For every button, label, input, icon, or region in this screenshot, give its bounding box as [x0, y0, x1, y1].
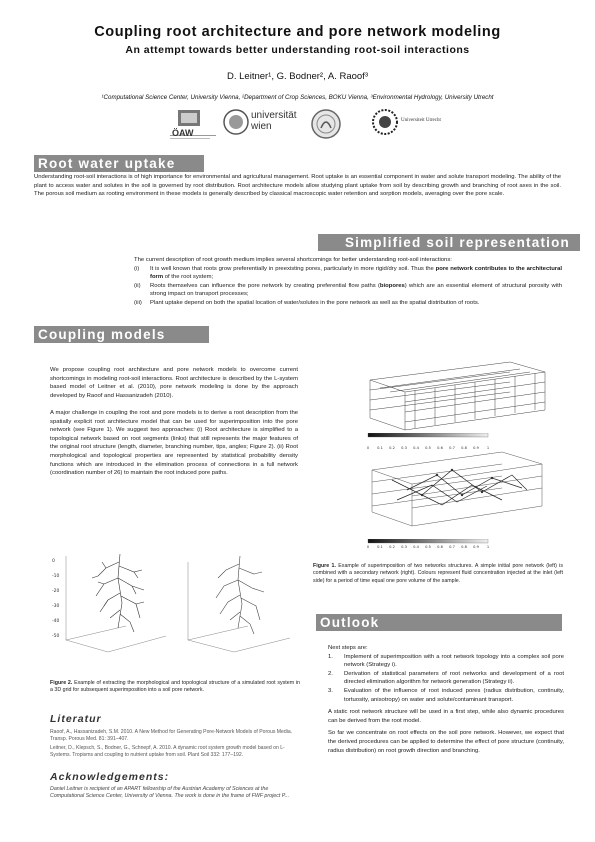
next-step-item: [328, 653, 564, 670]
checker-square: [400, 788, 408, 796]
reference-item: Leitner, D., Klepsch, S., Bodner, G., Schnepf, A. 2010. A dynamic root system growth model based on L-Systems. Tropisms and coupling to nutrient uptake from soil. Plant Soil 332: 177–192.: [50, 745, 285, 758]
colorbar-tick-label: 1: [486, 446, 490, 450]
checker-square: [584, 828, 592, 836]
checker-square: [0, 820, 8, 828]
checker-square: [0, 836, 8, 842]
axis-tick-label: -10: [52, 574, 60, 579]
colorbar-tick-label: 0.5: [425, 545, 431, 549]
checker-square: [16, 772, 24, 780]
checker-square: [80, 804, 88, 812]
checker-square: [72, 828, 80, 836]
checker-square: [392, 764, 400, 772]
checker-square: [512, 820, 520, 828]
next-step-text: Derivation of statistical parameters of root networks and development of a root directed elimination algorithm for network generation (Strategy ii).: [344, 670, 564, 686]
checker-square: [24, 796, 32, 804]
checker-square: [448, 836, 456, 842]
checker-square: [432, 804, 440, 812]
checker-square: [544, 772, 552, 780]
checker-square: [376, 828, 384, 836]
checker-square: [480, 820, 488, 828]
colorbar-tick-label: 0.4: [413, 545, 419, 549]
checker-square: [432, 820, 440, 828]
checker-square: [416, 772, 424, 780]
checker-square: [368, 788, 376, 796]
checker-square: [32, 820, 40, 828]
checker-square: [464, 788, 472, 796]
checker-square: [520, 796, 528, 804]
checker-square: [560, 836, 568, 842]
coupling-paragraph: A major challenge in coupling the root and pore models is to derive a root description from the spatially explicit root architecture model that can be used for superimposition into the pore network (see Figure 1). We suggest two approaches: (i) Root architecture is simplified to a topological network based on root segments (links) that still represents the major features of the original root structure (length, diameter, branching number, tips, angles; Figure 2). (ii) Root morphological and topological properties are represented by statistical probability density functions which are introduced in the elimination process of connections in a full network (coordination number of 26) to maintain the root induced pore paths.: [50, 409, 298, 477]
checker-square: [16, 740, 24, 748]
shortcoming-item: [134, 265, 562, 282]
checker-square: [528, 836, 536, 842]
poster-title: Coupling root architecture and pore network modeling: [94, 24, 501, 40]
checker-square: [352, 804, 360, 812]
checker-square: [576, 820, 584, 828]
checker-square: [0, 772, 8, 780]
checker-square: [456, 764, 464, 772]
coupling-paragraph: We propose coupling root architecture and pore network models to overcome current shortcomings in modeling root-soil interactions. Root architecture is described by the L-system based model of Leitner et al. (2010), pore network modeling is done by the approach developed by Raoof and Hassanizadeh (2010).: [50, 367, 298, 399]
checker-square: [560, 804, 568, 812]
coupling-models-text: [50, 366, 298, 486]
checker-square: [456, 780, 464, 788]
checker-square: [0, 756, 8, 764]
reference-item: Raoof, A., Hassanizadeh, S.M. 2010. A New Method for Generating Pore-Network Models of Porous Media. Transp. Porous Med. 81: 391–407.: [50, 729, 293, 742]
checker-square: [360, 796, 368, 804]
checker-square: [40, 828, 48, 836]
checker-square: [16, 788, 24, 796]
checker-square: [480, 804, 488, 812]
checker-square: [512, 772, 520, 780]
checker-square: [504, 812, 512, 820]
checker-square: [536, 812, 544, 820]
checker-square: [488, 828, 496, 836]
colorbar-tick-label: 0.9: [473, 446, 479, 450]
checker-square: [576, 804, 584, 812]
checker-square: [8, 764, 16, 772]
root-water-uptake-heading: Root water uptake: [34, 155, 204, 172]
checker-square: [48, 820, 56, 828]
figure1-caption-text: Example of superimposition of two networks structures. A simple initial pore network (left) is combined with a secondary network (right). Colours represent fluid concentration injected at the inlet (left side) for a period of time equal one pore volume of the sample.: [313, 563, 564, 584]
checker-square: [392, 812, 400, 820]
colorbar-tick-label: 1: [486, 545, 490, 549]
checker-square: [464, 804, 472, 812]
checker-square: [440, 780, 448, 788]
outlook-heading: Outlook: [316, 614, 562, 631]
checker-square: [576, 836, 584, 842]
checker-square: [408, 812, 416, 820]
checker-square: [352, 820, 360, 828]
checker-square: [496, 836, 504, 842]
checker-square: [544, 820, 552, 828]
colorbar-tick-label: 0.1: [377, 545, 383, 549]
checker-square: [392, 796, 400, 804]
colorbar-tick-label: 0.1: [377, 446, 383, 450]
next-steps-list: [328, 653, 564, 705]
axis-tick-label: -20: [52, 589, 60, 594]
colorbar-tick-label: 0.8: [461, 446, 467, 450]
checker-square: [560, 772, 568, 780]
next-step-text: Evaluation of the influence of root induced pores (radius distribution, continuity, tortuosity, anisotropy) on water and solute/contaminant transport.: [344, 687, 564, 703]
checker-square: [16, 836, 24, 842]
checker-square: [24, 780, 32, 788]
checker-square: [488, 780, 496, 788]
checker-square: [88, 828, 96, 836]
colorbar-tick-label: 0.7: [449, 446, 455, 450]
acknowledgements-text: Daniel Leitner is recipient of an APART fellowship of the Austrian Academy of Sciences at the Computational Science Center, University of Vienna. The work is done in the frame of FWF project P...: [50, 786, 290, 800]
colorbar-tick-label: 0.7: [449, 545, 455, 549]
checker-square: [408, 796, 416, 804]
checker-square: [80, 820, 88, 828]
oaw-logo-label: ÖAW: [172, 128, 194, 138]
shortcoming-text: Roots themselves can influence the pore network by creating preferential flow paths (: [150, 282, 380, 289]
checker-square: [0, 804, 8, 812]
checker-square: [344, 828, 352, 836]
colorbar-tick-label: 0.3: [401, 545, 407, 549]
checker-square: [392, 780, 400, 788]
acknowledgements-heading: Acknowledgements:: [50, 771, 170, 783]
checker-square: [440, 764, 448, 772]
checker-square: [368, 804, 376, 812]
checker-square: [360, 812, 368, 820]
checker-square: [496, 772, 504, 780]
axis-tick-label: -50: [52, 634, 60, 639]
soil-representation-intro: The current description of root growth medium implies several shortcomings for better understanding root-soil interactions:: [134, 257, 452, 263]
checker-square: [72, 812, 80, 820]
checker-square: [360, 828, 368, 836]
checker-square: [8, 812, 16, 820]
checker-square: [16, 820, 24, 828]
checker-square: [416, 788, 424, 796]
checker-square: [0, 788, 8, 796]
checker-square: [456, 828, 464, 836]
checker-square: [448, 804, 456, 812]
authors: D. Leitner¹, G. Bodner², A. Raoof³: [227, 71, 368, 82]
checker-square: [32, 772, 40, 780]
checker-square: [64, 804, 72, 812]
checker-square: [64, 836, 72, 842]
utrecht-seal-logo-icon: [371, 108, 399, 141]
checker-square: [520, 764, 528, 772]
checker-square: [512, 836, 520, 842]
checker-square: [40, 812, 48, 820]
checker-square: [568, 828, 576, 836]
figure1-initial-network-image: [350, 360, 550, 440]
figure1-secondary-network-image: [352, 450, 552, 535]
checker-square: [544, 836, 552, 842]
checker-square: [504, 764, 512, 772]
checker-square: [424, 796, 432, 804]
boku-seal-logo-icon: [310, 108, 342, 145]
figure2-caption: [50, 680, 300, 695]
checker-square: [352, 836, 360, 842]
next-step-item: [328, 670, 564, 687]
poster-subtitle: An attempt towards better understanding root-soil interactions: [125, 44, 470, 56]
shortcoming-text: Plant uptake depend on both the spatial location of water/solutes in the pore network as well as the spatial distribution of roots.: [150, 299, 480, 306]
next-step-text: Implement of superimposition with a root network topology into a complex soil pore network (Strategy i).: [344, 653, 564, 669]
colorbar-tick-label: 0.5: [425, 446, 431, 450]
colorbar-tick-label: 0.2: [389, 545, 395, 549]
checker-square: [488, 796, 496, 804]
next-step-item: [328, 687, 564, 704]
checker-square: [480, 772, 488, 780]
logo-row: [0, 108, 595, 148]
checker-square: [568, 812, 576, 820]
checker-square: [472, 780, 480, 788]
checker-square: [504, 780, 512, 788]
univie-logo-icon: [222, 108, 250, 141]
soil-representation-heading: Simplified soil representation: [318, 234, 580, 251]
checker-square: [584, 812, 592, 820]
checker-square: [8, 796, 16, 804]
checker-square: [504, 796, 512, 804]
figure1-colorbar-ticks-bottom: [366, 537, 490, 555]
checker-square: [568, 748, 576, 756]
outlook-intro: Next steps are:: [328, 645, 368, 651]
checker-square: [336, 836, 344, 842]
checker-square: [424, 780, 432, 788]
checker-square: [568, 796, 576, 804]
checker-square: [544, 788, 552, 796]
colorbar-tick-label: 0.6: [437, 545, 443, 549]
checker-square: [56, 812, 64, 820]
checker-square: [552, 812, 560, 820]
axis-tick-label: -40: [52, 619, 60, 624]
checker-square: [536, 828, 544, 836]
checker-square: [384, 772, 392, 780]
checker-square: [80, 836, 88, 842]
checker-square: [472, 796, 480, 804]
shortcoming-emphasis: biopores: [379, 282, 405, 289]
figure2-label: Figure 2.: [50, 680, 73, 686]
checker-square: [32, 804, 40, 812]
checker-square: [408, 828, 416, 836]
checker-square: [8, 748, 16, 756]
list-marker: 1.: [328, 653, 333, 660]
checker-square: [32, 836, 40, 842]
checker-square: [440, 796, 448, 804]
checker-square: [496, 788, 504, 796]
checker-square: [472, 764, 480, 772]
univie-logo-label: universität wien: [251, 110, 297, 132]
outlook-paragraph: A static root network structure will be used in a first step, while also dynamic procedures can be derived from the root model.: [328, 709, 564, 724]
checker-square: [464, 836, 472, 842]
checker-square: [520, 812, 528, 820]
checker-square: [448, 772, 456, 780]
checker-square: [584, 796, 592, 804]
checker-square: [480, 788, 488, 796]
checker-square: [552, 780, 560, 788]
outlook-paragraph: So far we concentrate on root effects on the soil pore network. However, we expect that the derived procedures can be applied to determine the effect of pore structure (continuity, radius distribution) on root growth direction and branching.: [328, 730, 564, 754]
checker-square: [472, 812, 480, 820]
checker-square: [392, 828, 400, 836]
checker-square: [528, 820, 536, 828]
checker-square: [536, 780, 544, 788]
checker-square: [496, 820, 504, 828]
checker-square: [448, 820, 456, 828]
checker-square: [424, 812, 432, 820]
checker-square: [488, 812, 496, 820]
checker-square: [560, 820, 568, 828]
checker-square: [576, 788, 584, 796]
checker-square: [400, 820, 408, 828]
list-marker: (ii): [134, 282, 141, 289]
axis-tick-label: -30: [52, 604, 60, 609]
list-marker: (iii): [134, 299, 142, 306]
checker-square: [568, 764, 576, 772]
checker-square: [472, 828, 480, 836]
checker-square: [8, 828, 16, 836]
colorbar-tick-label: 0: [366, 446, 370, 450]
checker-square: [416, 804, 424, 812]
checker-square: [384, 804, 392, 812]
checker-square: [416, 820, 424, 828]
checker-square: [584, 748, 592, 756]
shortcoming-item: [134, 299, 562, 308]
checker-square: [56, 828, 64, 836]
checker-square: [576, 772, 584, 780]
list-marker: 2.: [328, 670, 333, 677]
checker-square: [400, 772, 408, 780]
checker-square: [384, 820, 392, 828]
checker-square: [584, 780, 592, 788]
checker-square: [480, 836, 488, 842]
checker-square: [48, 836, 56, 842]
soil-representation-body: [134, 256, 562, 308]
affiliations: ¹Computational Science Center, University Vienna, ²Department of Crop Sciences, BOKU Vienna, ³Environmental Hydrology, University Utrecht: [101, 94, 494, 101]
checker-square: [400, 804, 408, 812]
shortcoming-text-end: ) which are an essential element of structural porosity with strong impact on transport processes;: [150, 282, 562, 298]
checker-square: [496, 804, 504, 812]
checker-square: [576, 740, 584, 748]
checker-square: [400, 836, 408, 842]
checker-square: [464, 772, 472, 780]
checker-square: [408, 764, 416, 772]
axis-tick-label: 0: [52, 559, 55, 564]
checker-square: [40, 748, 48, 756]
figure2-root-architecture-plot: [48, 548, 173, 663]
checker-square: [544, 804, 552, 812]
checker-square: [424, 828, 432, 836]
checker-square: [456, 812, 464, 820]
checker-square: [552, 764, 560, 772]
colorbar-tick-label: 0.8: [461, 545, 467, 549]
checker-square: [560, 788, 568, 796]
checker-square: [384, 836, 392, 842]
shortcoming-emphasis: pore network contributes to the architectural form: [150, 265, 562, 281]
checker-square: [24, 764, 32, 772]
checker-square: [576, 756, 584, 764]
root-water-uptake-text: Understanding root-soil interactions is of high importance for environmental and agricultural management. Root uptake is an essential component in water and solute transport modeling. The ability of the plant to access water and solutes in the soil is governed by root distribution. Root architecture models allow studying plant uptake from soil by describing growth and branching of root axes in the soil. The porous soil medium as rooting environment in these models is generally described by classical macroscopic water retention and sorption models, averaging over the pore scale.: [34, 174, 561, 198]
checker-square: [40, 796, 48, 804]
checker-square: [32, 788, 40, 796]
checker-square: [8, 780, 16, 788]
list-marker: (i): [134, 265, 140, 272]
checker-square: [528, 772, 536, 780]
list-marker: 3.: [328, 687, 333, 694]
shortcoming-item: [134, 282, 562, 299]
checker-square: [376, 812, 384, 820]
checker-square: [584, 764, 592, 772]
checker-square: [536, 764, 544, 772]
checker-square: [416, 836, 424, 842]
utrecht-logo-label: Universiteit Utrecht: [401, 118, 441, 123]
checker-square: [456, 796, 464, 804]
colorbar-tick-label: 0.4: [413, 446, 419, 450]
checker-square: [504, 828, 512, 836]
checker-square: [448, 788, 456, 796]
colorbar-tick-label: 0.2: [389, 446, 395, 450]
checker-square: [528, 788, 536, 796]
checker-square: [520, 828, 528, 836]
checker-square: [464, 820, 472, 828]
checker-square: [432, 836, 440, 842]
checker-square: [64, 820, 72, 828]
checker-square: [408, 780, 416, 788]
checker-square: [512, 804, 520, 812]
checker-square: [512, 788, 520, 796]
checker-square: [536, 796, 544, 804]
checker-square: [344, 812, 352, 820]
checker-square: [368, 836, 376, 842]
checker-square: [568, 780, 576, 788]
checker-square: [368, 820, 376, 828]
colorbar-tick-label: 0.3: [401, 446, 407, 450]
checker-square: [40, 764, 48, 772]
colorbar-tick-label: 0.6: [437, 446, 443, 450]
checker-square: [24, 812, 32, 820]
shortcomings-list: [134, 265, 562, 308]
checker-square: [432, 772, 440, 780]
checker-square: [88, 812, 96, 820]
checker-square: [376, 796, 384, 804]
checker-square: [32, 756, 40, 764]
checker-square: [520, 780, 528, 788]
checker-square: [432, 788, 440, 796]
checker-square: [552, 828, 560, 836]
checker-square: [16, 756, 24, 764]
checker-square: [552, 796, 560, 804]
figure2-caption-text: Example of extracting the morphological and topological structure of a simulated root system in a 3D grid for subsequent superimposition into a soil pore network.: [50, 680, 300, 694]
colorbar-tick-label: 0: [366, 545, 370, 549]
shortcoming-text: It is well known that roots grow preferentially in preexisting pores, particularly in more rigid/dry soil. Thus the: [150, 265, 436, 272]
literature-heading: Literatur: [50, 713, 102, 725]
checker-square: [0, 740, 8, 748]
checker-square: [24, 828, 32, 836]
figure1-caption: [313, 563, 563, 585]
checker-square: [24, 748, 32, 756]
checker-square: [528, 804, 536, 812]
checker-square: [376, 780, 384, 788]
literature-list: [50, 729, 300, 759]
outlook-body: [328, 644, 564, 764]
colorbar-tick-label: 0.9: [473, 545, 479, 549]
checker-square: [16, 804, 24, 812]
coupling-models-heading: Coupling models: [34, 326, 209, 343]
shortcoming-text-end: of the root system;: [163, 274, 214, 281]
figure2-root-topology-plot: [178, 552, 303, 665]
checker-square: [48, 804, 56, 812]
checker-square: [440, 828, 448, 836]
figure1-label: Figure 1.: [313, 563, 336, 569]
checker-square: [440, 812, 448, 820]
checker-square: [488, 764, 496, 772]
checker-square: [384, 788, 392, 796]
checker-square: [424, 764, 432, 772]
checker-square: [40, 780, 48, 788]
